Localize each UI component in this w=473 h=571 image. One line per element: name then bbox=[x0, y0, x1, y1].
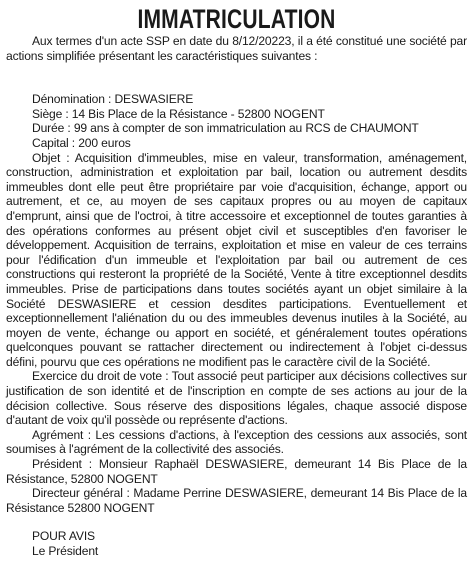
notice-title: IMMATRICULATION bbox=[137, 4, 336, 34]
objet-paragraph: Objet : Acquisition d'immeubles, mise en valeur, transformation, aménagement, construction, administration et exploitation par bail, location ou autrement desdits immeubles dont elle peut être propriétaire par voie d'acquisition, échange, apport ou autrement, et ce, au moyen de ses capitaux propres ou au moyen de capitaux d'emprunt, ainsi que de l'octroi, à titre accessoire et exceptionnel de toutes garanties à des opérations conformes au présent objet civil et susceptibles d'en favoriser le développement. Acquisition de terrains, exploitation et mise en valeur de ces terrains pour l'édification d'un immeuble et l'exploitation par bail ou autrement de ces constructions qui resteront la propriété de la Société, Vente à titre exceptionnel desdits immeubles. Prise de participations dans toutes sociétés ayant un objet similaire à la Société DESWASIERE et cession desdites participations. Eventuellement et exceptionnellement l'aliénation du ou des immeubles devenus inutiles à la Société, au moyen de vente, échange ou apport en société, et généralement toutes opérations quelconques pouvant se rattacher directement ou indirectement à l'objet ci-dessus défini, pourvu que ces opérations ne modifient pas le caractère civil de la Société. bbox=[6, 150, 467, 369]
capital-line: Capital : 200 euros bbox=[32, 135, 131, 150]
siege-line: Siège : 14 Bis Place de la Résistance - 52800 NOGENT bbox=[32, 106, 325, 121]
directeur-paragraph: Directeur général : Madame Perrine DESWASIERE, demeurant 14 Bis Place de la Résistance 52800 NOGENT bbox=[6, 486, 467, 515]
notice-body bbox=[6, 34, 467, 559]
closing-signatory: Le Président bbox=[32, 544, 99, 558]
agrement-paragraph: Agrément : Les cessions d'actions, à l'exception des cessions aux associés, sont soumises à l'agrément de la collectivité des associés. bbox=[6, 427, 467, 457]
denomination-line: Dénomination : DESWASIERE bbox=[32, 92, 194, 107]
vote-paragraph: Exercice du droit de vote : Tout associé peut participer aux décisions collectives sur justification de son identité et de l'inscription en compte de ses actions au jour de la décision collective. Sous réserve des dispositions légales, chaque associé dispose d'autant de voix qu'il possède ou représente d'actions. bbox=[6, 369, 467, 428]
president-paragraph: Président : Monsieur Raphaël DESWASIERE, demeurant 14 Bis Place de la Résistance, 52800 NOGENT bbox=[6, 457, 467, 486]
duree-line: Durée : 99 ans à compter de son immatriculation au RCS de CHAUMONT bbox=[32, 121, 419, 136]
closing-pour-avis: POUR AVIS bbox=[32, 529, 95, 544]
intro-paragraph: Aux termes d'un acte SSP en date du 8/12/20223, il a été constitué une société par actions simplifiée présentant les caractéristiques suivantes : bbox=[6, 34, 467, 63]
